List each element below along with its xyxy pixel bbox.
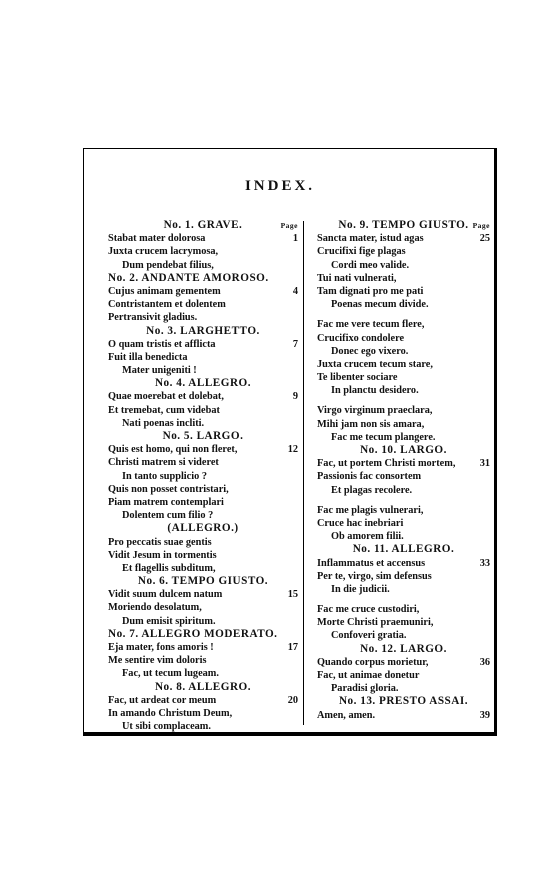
text-line (108, 298, 298, 311)
section-heading (108, 575, 298, 588)
text-line (317, 504, 490, 517)
text-line (317, 298, 490, 311)
text-line (317, 404, 490, 417)
text-line (317, 272, 490, 285)
page-number: 39 (479, 709, 490, 721)
line-text: Vidit Jesum in tormentis (108, 549, 217, 561)
line-text: Fac, ut portem Christi mortem, (317, 458, 456, 470)
text-line (317, 259, 490, 272)
section-heading-text: No. 11. ALLEGRO. (352, 543, 455, 556)
line-text: Crucifixi fige plagas (317, 246, 406, 258)
line-text: Poenas mecum divide. (331, 299, 429, 311)
section-heading (108, 681, 298, 694)
text-line (108, 285, 298, 298)
line-text: Piam matrem contemplari (108, 496, 224, 508)
line-text: Amen, amen. (317, 709, 376, 721)
stanza-gap (317, 397, 490, 404)
text-line (108, 720, 298, 733)
line-text: Christi matrem si videret (108, 457, 219, 469)
stanza-gap (317, 497, 490, 504)
text-line (108, 351, 298, 364)
section-heading-text: No. 6. TEMPO GIUSTO. (137, 575, 269, 588)
text-line (317, 418, 490, 431)
section-heading (108, 272, 298, 285)
line-text: Me sentire vim doloris (108, 655, 207, 667)
line-text: In tanto supplicio ? (122, 470, 207, 482)
text-line (317, 457, 490, 470)
line-text: In amando Christum Deum, (108, 707, 233, 719)
text-line (317, 530, 490, 543)
text-line (108, 601, 298, 614)
section-heading-text: No. 5. LARGO. (162, 430, 244, 442)
line-text: Fuit illa benedicta (108, 351, 188, 363)
line-text: Juxta crucem lacrymosa, (108, 246, 219, 258)
text-line (108, 390, 298, 403)
section-heading-text: (ALLEGRO.) (167, 522, 239, 535)
text-line (108, 404, 298, 417)
line-text: Fac, ut tecum lugeam. (122, 668, 219, 680)
section-heading (317, 219, 490, 232)
text-line (317, 629, 490, 642)
section-heading-text: No. 10. LARGO. (360, 444, 447, 456)
text-line (317, 285, 490, 298)
page-column-header: Page (280, 221, 298, 230)
page-number: 12 (287, 444, 298, 456)
stanza-gap (317, 311, 490, 318)
text-line (317, 345, 490, 358)
section-heading-text: No. 3. LARGHETTO. (146, 324, 260, 337)
line-text: In die judicii. (331, 583, 390, 595)
line-text: Inflammatus et accensus (317, 557, 426, 569)
line-text: Donec ego vixero. (331, 345, 409, 357)
section-heading-text: No. 7. ALLEGRO MODERATO. (108, 627, 278, 640)
page-number: 1 (292, 233, 298, 245)
section-heading-text: No. 2. ANDANTE AMOROSO. (108, 271, 269, 284)
section-heading-text: No. 12. LARGO. (360, 642, 447, 655)
text-line (317, 669, 490, 682)
section-heading (317, 643, 490, 656)
text-line (108, 707, 298, 720)
text-line (317, 332, 490, 345)
section-heading (317, 543, 490, 556)
text-line (317, 616, 490, 629)
line-text: Fac me vere tecum flere, (317, 319, 425, 331)
text-line (108, 470, 298, 483)
text-line (108, 667, 298, 680)
line-text: Paradisi gloria. (331, 683, 399, 695)
line-text: Fac me plagis vulnerari, (317, 504, 424, 516)
text-line (108, 694, 298, 707)
line-text: Passionis fac consortem (317, 471, 422, 483)
text-line (317, 384, 490, 397)
line-text: Cordi meo valide. (331, 259, 410, 271)
line-text: Fac, ut animae donetur (317, 670, 420, 681)
page-number: 7 (292, 338, 298, 350)
text-line (108, 443, 298, 456)
line-text: Quis est homo, qui non fleret, (108, 444, 238, 456)
text-line (108, 245, 298, 258)
line-text: Juxta crucem tecum stare, (317, 358, 433, 370)
text-line (108, 536, 298, 549)
text-line (108, 364, 298, 377)
section-heading (317, 695, 490, 708)
text-line (317, 682, 490, 695)
text-line (108, 417, 298, 430)
page-number: 25 (479, 233, 490, 245)
section-heading-text: No. 13. PRESTO ASSAI. (338, 695, 469, 708)
text-line (317, 484, 490, 497)
text-line (317, 358, 490, 371)
line-text: In planctu desidero. (331, 385, 419, 397)
line-text: Cujus animam gementem (108, 285, 221, 297)
page-number: 4 (292, 285, 298, 297)
text-line (108, 654, 298, 667)
section-heading (108, 522, 298, 535)
page-number: 20 (287, 694, 298, 706)
line-text: Fac me tecum plangere. (331, 431, 436, 443)
line-text: Dolentem cum filio ? (122, 510, 214, 522)
page-number: 15 (287, 589, 298, 601)
line-text: Eja mater, fons amoris ! (108, 642, 214, 653)
line-text: Ob amorem filii. (331, 531, 404, 543)
line-text: Dum pendebat filius, (122, 259, 214, 271)
line-text: Cruce hac inebriari (317, 517, 404, 529)
line-text: O quam tristis et afflicta (108, 338, 216, 350)
text-line (317, 318, 490, 331)
page-number: 17 (287, 642, 298, 653)
section-heading-text: No. 9. TEMPO GIUSTO. (338, 219, 469, 231)
line-text: Quis non posset contristari, (108, 483, 229, 495)
index-title: INDEX. (244, 178, 316, 194)
line-text: Quando corpus morietur, (317, 656, 429, 668)
text-line (108, 549, 298, 562)
line-text: Ut sibi complaceam. (122, 721, 211, 733)
text-line (108, 311, 298, 324)
text-line (317, 709, 490, 722)
section-heading (108, 628, 298, 641)
section-heading (108, 430, 298, 443)
line-text: Nati poenas incliti. (122, 417, 205, 429)
line-text: Moriendo desolatum, (108, 602, 202, 614)
section-heading-text: No. 8. ALLEGRO. (154, 680, 252, 693)
section-heading (317, 444, 490, 457)
line-text: Confoveri gratia. (331, 630, 407, 642)
line-text: Te libenter sociare (317, 372, 398, 384)
line-text: Fac me cruce custodiri, (317, 604, 420, 616)
page-number: 9 (292, 391, 298, 403)
line-text: Morte Christi praemuniri, (317, 617, 434, 629)
line-text: Crucifixo condolere (317, 332, 405, 344)
text-line (317, 245, 490, 258)
text-line (108, 483, 298, 496)
line-text: Mater unigeniti ! (122, 365, 197, 377)
section-heading (108, 219, 298, 232)
text-line (108, 509, 298, 522)
stanza-gap (317, 596, 490, 603)
line-text: Pro peccatis suae gentis (108, 536, 212, 548)
section-heading-text: No. 1. GRAVE. (163, 219, 243, 231)
text-line (317, 656, 490, 669)
line-text: Dum emisit spiritum. (122, 615, 216, 627)
line-text: Quae moerebat et dolebat, (108, 391, 224, 403)
line-text: Pertransivit gladius. (108, 312, 198, 324)
text-line (317, 557, 490, 570)
page-column-header: Page (472, 221, 490, 230)
text-line (108, 641, 298, 654)
text-line (108, 338, 298, 351)
text-line (317, 431, 490, 444)
line-text: Et flagellis subditum, (122, 562, 216, 574)
text-line (108, 456, 298, 469)
line-text: Et plagas recolere. (331, 484, 413, 496)
text-line (317, 517, 490, 530)
page-number: 36 (479, 656, 490, 668)
section-heading (108, 377, 298, 390)
text-line (317, 470, 490, 483)
index-column-left (108, 219, 298, 733)
text-line (108, 496, 298, 509)
text-line (317, 603, 490, 616)
text-line (108, 615, 298, 628)
line-text: Mihi jam non sis amara, (317, 418, 425, 430)
line-text: Tui nati vulnerati, (317, 272, 397, 284)
index-column-right (317, 219, 490, 722)
text-line (317, 570, 490, 583)
line-text: Per te, virgo, sim defensus (317, 570, 432, 582)
line-text: Virgo virginum praeclara, (317, 405, 433, 417)
page-number: 31 (479, 458, 490, 470)
text-line (108, 588, 298, 601)
column-divider (303, 221, 304, 725)
line-text: Sancta mater, istud agas (317, 233, 424, 245)
text-line (108, 259, 298, 272)
text-line (317, 232, 490, 245)
line-text: Et tremebat, cum videbat (108, 404, 220, 416)
line-text: Fac, ut ardeat cor meum (108, 694, 217, 706)
line-text: Tam dignati pro me pati (317, 285, 424, 297)
text-line (108, 232, 298, 245)
section-heading (108, 325, 298, 338)
line-text: Contristantem et dolentem (108, 299, 226, 311)
line-text: Stabat mater dolorosa (108, 233, 206, 245)
text-line (108, 562, 298, 575)
line-text: Vidit suum dulcem natum (108, 589, 223, 601)
page-number: 33 (479, 557, 490, 569)
text-line (317, 371, 490, 384)
text-line (317, 583, 490, 596)
section-heading-text: No. 4. ALLEGRO. (154, 377, 252, 390)
